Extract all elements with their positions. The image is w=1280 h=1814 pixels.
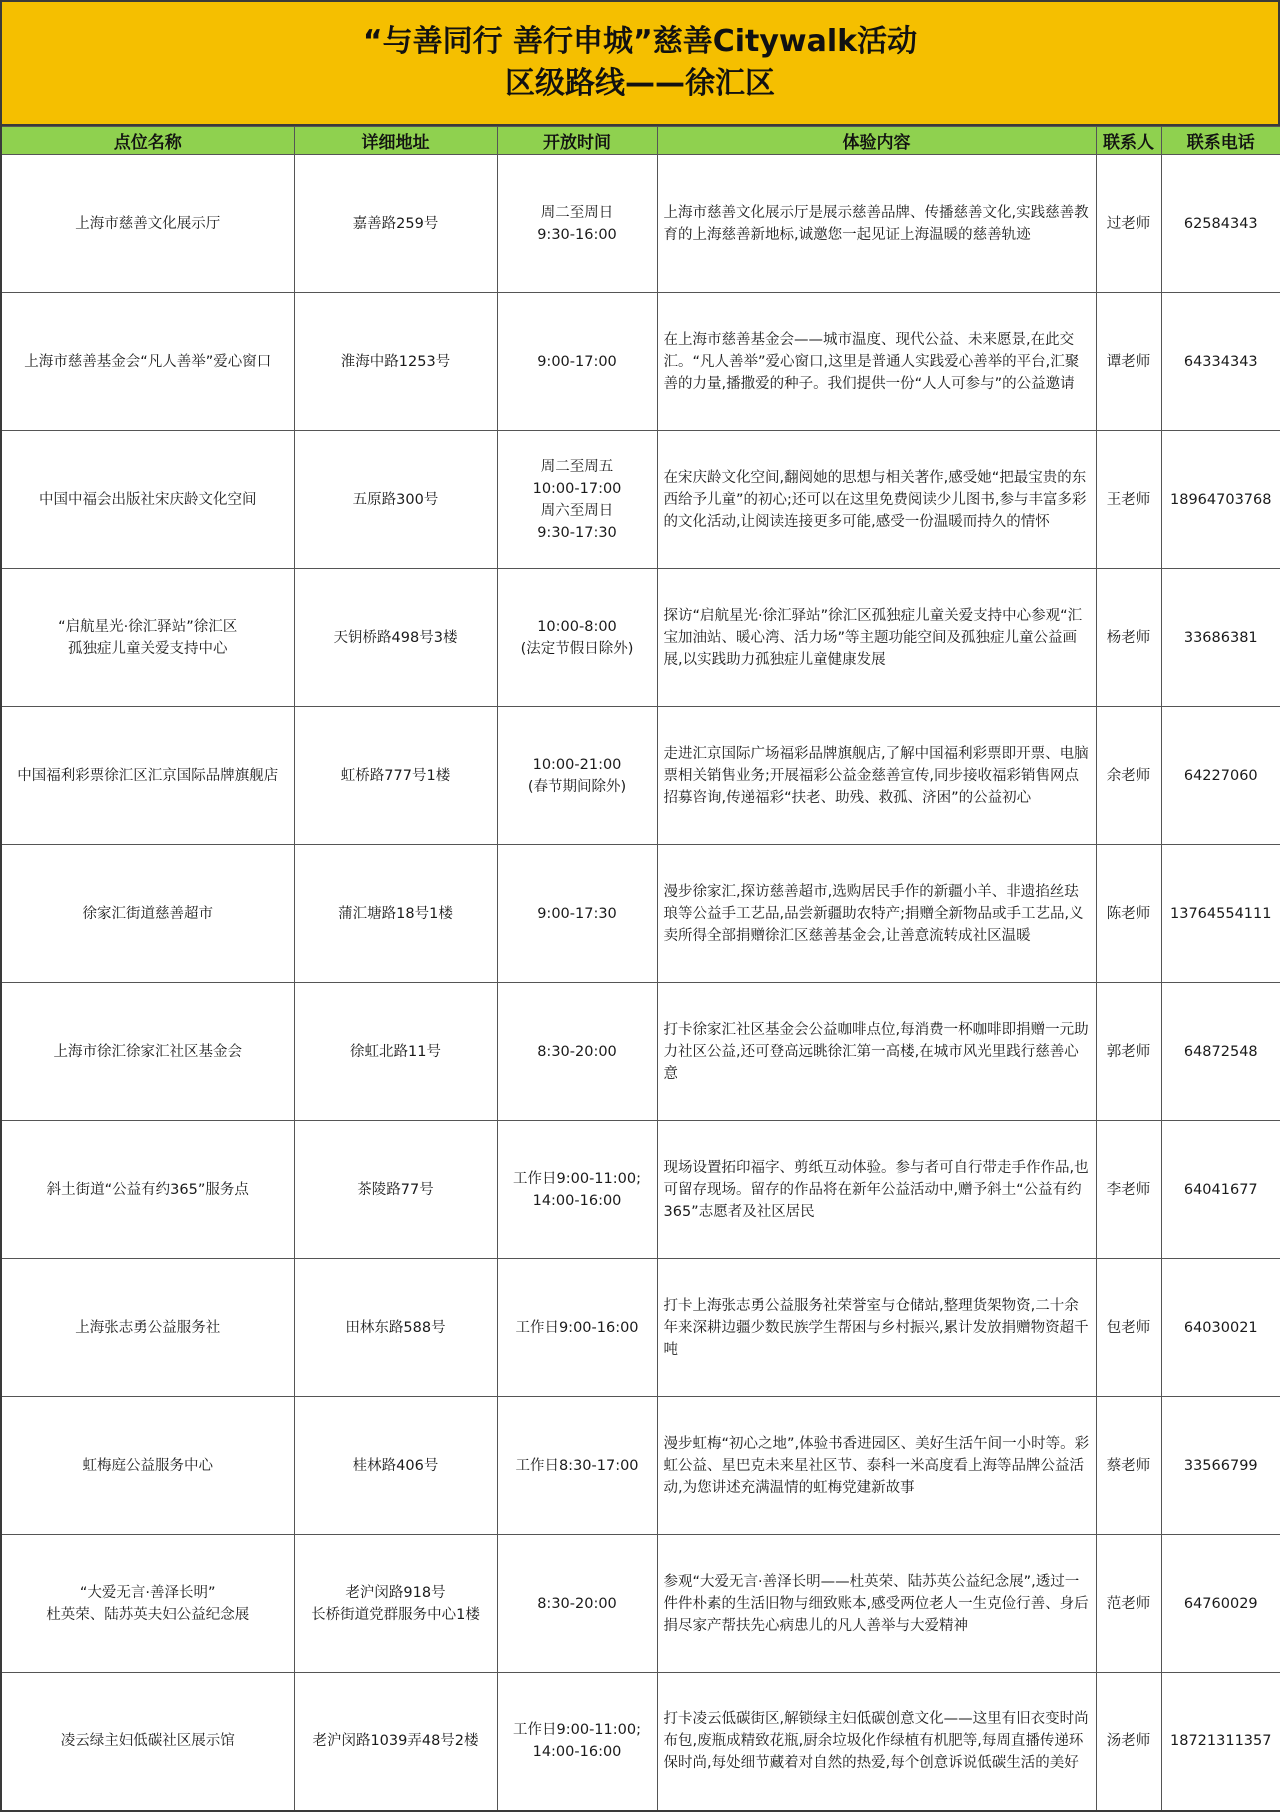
open-hours-line: 工作日9:00-16:00	[515, 1319, 639, 1336]
cell-address	[294, 1121, 497, 1259]
title-line-1: “与善同行 善行申城”慈善Citywalk活动	[362, 24, 918, 59]
table-row	[1, 983, 1280, 1121]
cell-address	[294, 1259, 497, 1397]
cell-contact: 蔡老师	[1096, 1397, 1161, 1535]
site-name-line: 杜英荣、陆苏英夫妇公益纪念展	[46, 1606, 250, 1623]
table-row	[1, 155, 1280, 293]
cell-open-hours	[497, 707, 657, 845]
site-name-line: “启航星光·徐汇驿站”徐汇区	[58, 618, 238, 635]
cell-contact: 杨老师	[1096, 569, 1161, 707]
cell-site-name	[1, 431, 294, 569]
table-row	[1, 845, 1280, 983]
cell-experience	[657, 1259, 1096, 1397]
site-name-line: 中国中福会出版社宋庆龄文化空间	[39, 491, 257, 508]
cell-phone: 64872548	[1161, 983, 1280, 1121]
column-header-content: 体验内容	[657, 127, 1096, 155]
cell-phone: 18964703768	[1161, 431, 1280, 569]
cell-phone: 18721311357	[1161, 1673, 1280, 1811]
cell-open-hours	[497, 1121, 657, 1259]
cell-open-hours	[497, 1259, 657, 1397]
cell-experience	[657, 1121, 1096, 1259]
cell-phone: 64030021	[1161, 1259, 1280, 1397]
experience-text: 走进汇京国际广场福彩品牌旗舰店,了解中国福利彩票即开票、电脑票相关销售业务;开展福彩公益金慈善宣传,同步接收福彩销售网点招募咨询,传递福彩“扶老、助残、救孤、济困”的公益初心	[663, 745, 1089, 806]
cell-phone: 13764554111	[1161, 845, 1280, 983]
cell-contact: 过老师	[1096, 155, 1161, 293]
cell-contact: 郭老师	[1096, 983, 1161, 1121]
open-hours-line: 9:30-16:00	[537, 226, 617, 243]
cell-contact: 范老师	[1096, 1535, 1161, 1673]
table-row	[1, 1535, 1280, 1673]
table-row	[1, 1121, 1280, 1259]
cell-open-hours	[497, 155, 657, 293]
site-name-line: 上海市慈善基金会“凡人善举”爱心窗口	[24, 353, 272, 370]
open-hours-line: 9:30-17:30	[537, 524, 617, 541]
header-row	[1, 127, 1280, 155]
open-hours-line: (法定节假日除外)	[520, 640, 634, 657]
cell-site-name	[1, 707, 294, 845]
address-line: 五原路300号	[352, 491, 439, 508]
table-row	[1, 431, 1280, 569]
open-hours-line: 8:30-20:00	[537, 1043, 617, 1060]
experience-text: 在上海市慈善基金会——城市温度、现代公益、未来愿景,在此交汇。“凡人善举”爱心窗口,这里是普通人实践爱心善举的平台,汇聚善的力量,播撒爱的种子。我们提供一份“人人可参与”的公益邀请	[663, 331, 1080, 392]
open-hours-line: 10:00-21:00	[532, 756, 622, 773]
experience-text: 漫步虹梅“初心之地”,体验书香进园区、美好生活午间一小时等。彩虹公益、星巴克未来星社区节、泰科一米高度看上海等品牌公益活动,为您讲述充满温情的虹梅党建新故事	[663, 1435, 1090, 1496]
cell-phone: 62584343	[1161, 155, 1280, 293]
cell-phone: 33566799	[1161, 1397, 1280, 1535]
table-row	[1, 293, 1280, 431]
site-name-line: 上海市徐汇徐家汇社区基金会	[53, 1043, 242, 1060]
experience-text: 参观“大爱无言·善泽长明——杜英荣、陆苏英公益纪念展”,透过一件件朴素的生活旧物与细致账本,感受两位老人一生克俭行善、身后捐尽家产帮扶先心病患儿的凡人善举与大爱精神	[663, 1573, 1089, 1634]
site-name-line: 徐家汇街道慈善超市	[82, 905, 213, 922]
cell-experience	[657, 1673, 1096, 1811]
address-line: 老沪闵路1039弄48号2楼	[312, 1733, 479, 1750]
address-line: 淮海中路1253号	[340, 353, 451, 370]
address-line: 老沪闵路918号	[345, 1584, 446, 1601]
experience-text: 现场设置拓印福字、剪纸互动体验。参与者可自行带走手作作品,也可留存现场。留存的作品将在新年公益活动中,赠予斜土“公益有约365”志愿者及社区居民	[663, 1159, 1089, 1220]
cell-address	[294, 1397, 497, 1535]
column-header-name: 点位名称	[1, 127, 294, 155]
cell-experience	[657, 983, 1096, 1121]
cell-open-hours	[497, 845, 657, 983]
cell-contact: 包老师	[1096, 1259, 1161, 1397]
cell-address	[294, 845, 497, 983]
address-line: 茶陵路77号	[357, 1181, 434, 1198]
cell-contact: 汤老师	[1096, 1673, 1161, 1811]
cell-experience	[657, 569, 1096, 707]
cell-address	[294, 569, 497, 707]
cell-site-name	[1, 1259, 294, 1397]
address-line: 田林东路588号	[345, 1319, 446, 1336]
cell-experience	[657, 707, 1096, 845]
address-line: 蒲汇塘路18号1楼	[338, 905, 453, 922]
cell-phone: 33686381	[1161, 569, 1280, 707]
cell-contact: 李老师	[1096, 1121, 1161, 1259]
open-hours-line: 14:00-16:00	[532, 1192, 622, 1209]
site-name-line: 虹梅庭公益服务中心	[82, 1457, 213, 1474]
experience-text: 打卡凌云低碳街区,解锁绿主妇低碳创意文化——这里有旧衣变时尚布包,废瓶成精致花瓶,厨余垃圾化作绿植有机肥等,每周直播传递环保时尚,每处细节藏着对自然的热爱,每个创意诉说低碳生活的美好	[663, 1711, 1089, 1772]
address-line: 天钥桥路498号3楼	[333, 629, 458, 646]
open-hours-line: 10:00-8:00	[537, 618, 617, 635]
cell-address	[294, 431, 497, 569]
cell-address	[294, 983, 497, 1121]
address-line: 嘉善路259号	[352, 215, 439, 232]
cell-open-hours	[497, 1397, 657, 1535]
address-line: 虹桥路777号1楼	[340, 767, 451, 784]
site-name-line: 凌云绿主妇低碳社区展示馆	[60, 1733, 235, 1750]
cell-contact: 余老师	[1096, 707, 1161, 845]
open-hours-line: 周二至周五	[540, 458, 614, 475]
cell-open-hours	[497, 293, 657, 431]
site-name-line: “大爱无言·善泽长明”	[79, 1584, 216, 1601]
table-row	[1, 569, 1280, 707]
cell-phone: 64227060	[1161, 707, 1280, 845]
column-header-hours: 开放时间	[497, 127, 657, 155]
open-hours-line: 9:00-17:30	[537, 905, 617, 922]
open-hours-line: 14:00-16:00	[532, 1744, 622, 1761]
title-line-2: 区级路线——徐汇区	[505, 66, 775, 101]
open-hours-line: 10:00-17:00	[532, 480, 622, 497]
column-header-phone: 联系电话	[1161, 127, 1280, 155]
experience-text: 上海市慈善文化展示厅是展示慈善品牌、传播慈善文化,实践慈善教育的上海慈善新地标,诚邀您一起见证上海温暖的慈善轨迹	[663, 204, 1089, 243]
cell-site-name	[1, 293, 294, 431]
open-hours-line: 工作日9:00-11:00;	[513, 1170, 641, 1187]
table-row	[1, 1259, 1280, 1397]
cell-address	[294, 293, 497, 431]
table-row	[1, 1397, 1280, 1535]
cell-experience	[657, 1535, 1096, 1673]
experience-text: 打卡徐家汇社区基金会公益咖啡点位,每消费一杯咖啡即捐赠一元助力社区公益,还可登高远眺徐汇第一高楼,在城市风光里践行慈善心意	[663, 1021, 1089, 1082]
site-name-line: 上海市慈善文化展示厅	[75, 215, 221, 232]
cell-site-name	[1, 983, 294, 1121]
cell-experience	[657, 431, 1096, 569]
cell-experience	[657, 293, 1096, 431]
cell-address	[294, 707, 497, 845]
experience-text: 在宋庆龄文化空间,翻阅她的思想与相关著作,感受她“把最宝贵的东西给予儿童”的初心;还可以在这里免费阅读少儿图书,参与丰富多彩的文化活动,让阅读连接更多可能,感受一份温暖而持久的情怀	[663, 469, 1087, 530]
column-header-contact: 联系人	[1096, 127, 1161, 155]
cell-site-name	[1, 1535, 294, 1673]
site-name-line: 孤独症儿童关爱支持中心	[68, 640, 228, 657]
open-hours-line: (春节期间除外)	[527, 778, 627, 795]
cell-contact: 王老师	[1096, 431, 1161, 569]
open-hours-line: 8:30-20:00	[537, 1595, 617, 1612]
route-table	[0, 126, 1280, 1812]
cell-site-name	[1, 1397, 294, 1535]
open-hours-line: 工作日9:00-11:00;	[513, 1722, 641, 1739]
address-line: 长桥街道党群服务中心1楼	[311, 1606, 480, 1623]
cell-phone: 64760029	[1161, 1535, 1280, 1673]
open-hours-line: 9:00-17:00	[537, 353, 617, 370]
column-header-address: 详细地址	[294, 127, 497, 155]
cell-open-hours	[497, 1535, 657, 1673]
cell-contact: 陈老师	[1096, 845, 1161, 983]
cell-open-hours	[497, 1673, 657, 1811]
experience-text: 漫步徐家汇,探访慈善超市,选购居民手作的新疆小羊、非遗掐丝珐琅等公益手工艺品,品尝新疆助农特产;捐赠全新物品或手工艺品,义卖所得全部捐赠徐汇区慈善基金会,让善意流转成社区温暖	[663, 883, 1084, 944]
open-hours-line: 工作日8:30-17:00	[515, 1457, 639, 1474]
experience-text: 打卡上海张志勇公益服务社荣誉室与仓储站,整理货架物资,二十余年来深耕边疆少数民族学生帮困与乡村振兴,累计发放捐赠物资超千吨	[663, 1297, 1089, 1358]
title-banner	[0, 0, 1280, 126]
experience-text: 探访“启航星光·徐汇驿站”徐汇区孤独症儿童关爱支持中心参观“汇宝加油站、暖心湾、活力场”等主题功能空间及孤独症儿童公益画展,以实践助力孤独症儿童健康发展	[663, 607, 1083, 668]
cell-site-name	[1, 1121, 294, 1259]
cell-experience	[657, 845, 1096, 983]
cell-open-hours	[497, 569, 657, 707]
cell-site-name	[1, 569, 294, 707]
address-line: 桂林路406号	[352, 1457, 439, 1474]
table-row	[1, 707, 1280, 845]
open-hours-line: 周六至周日	[540, 502, 614, 519]
open-hours-line: 周二至周日	[540, 204, 614, 221]
cell-address	[294, 1535, 497, 1673]
cell-experience	[657, 1397, 1096, 1535]
cell-open-hours	[497, 983, 657, 1121]
site-name-line: 中国福利彩票徐汇区汇京国际品牌旗舰店	[17, 767, 279, 784]
table-row	[1, 1673, 1280, 1811]
cell-address	[294, 1673, 497, 1811]
cell-open-hours	[497, 431, 657, 569]
cell-site-name	[1, 1673, 294, 1811]
cell-address	[294, 155, 497, 293]
cell-phone: 64041677	[1161, 1121, 1280, 1259]
cell-experience	[657, 155, 1096, 293]
table-body	[1, 155, 1280, 1811]
cell-site-name	[1, 845, 294, 983]
site-name-line: 斜土街道“公益有约365”服务点	[46, 1181, 249, 1198]
cell-phone: 64334343	[1161, 293, 1280, 431]
address-line: 徐虹北路11号	[350, 1043, 441, 1060]
site-name-line: 上海张志勇公益服务社	[75, 1319, 221, 1336]
cell-contact: 谭老师	[1096, 293, 1161, 431]
cell-site-name	[1, 155, 294, 293]
